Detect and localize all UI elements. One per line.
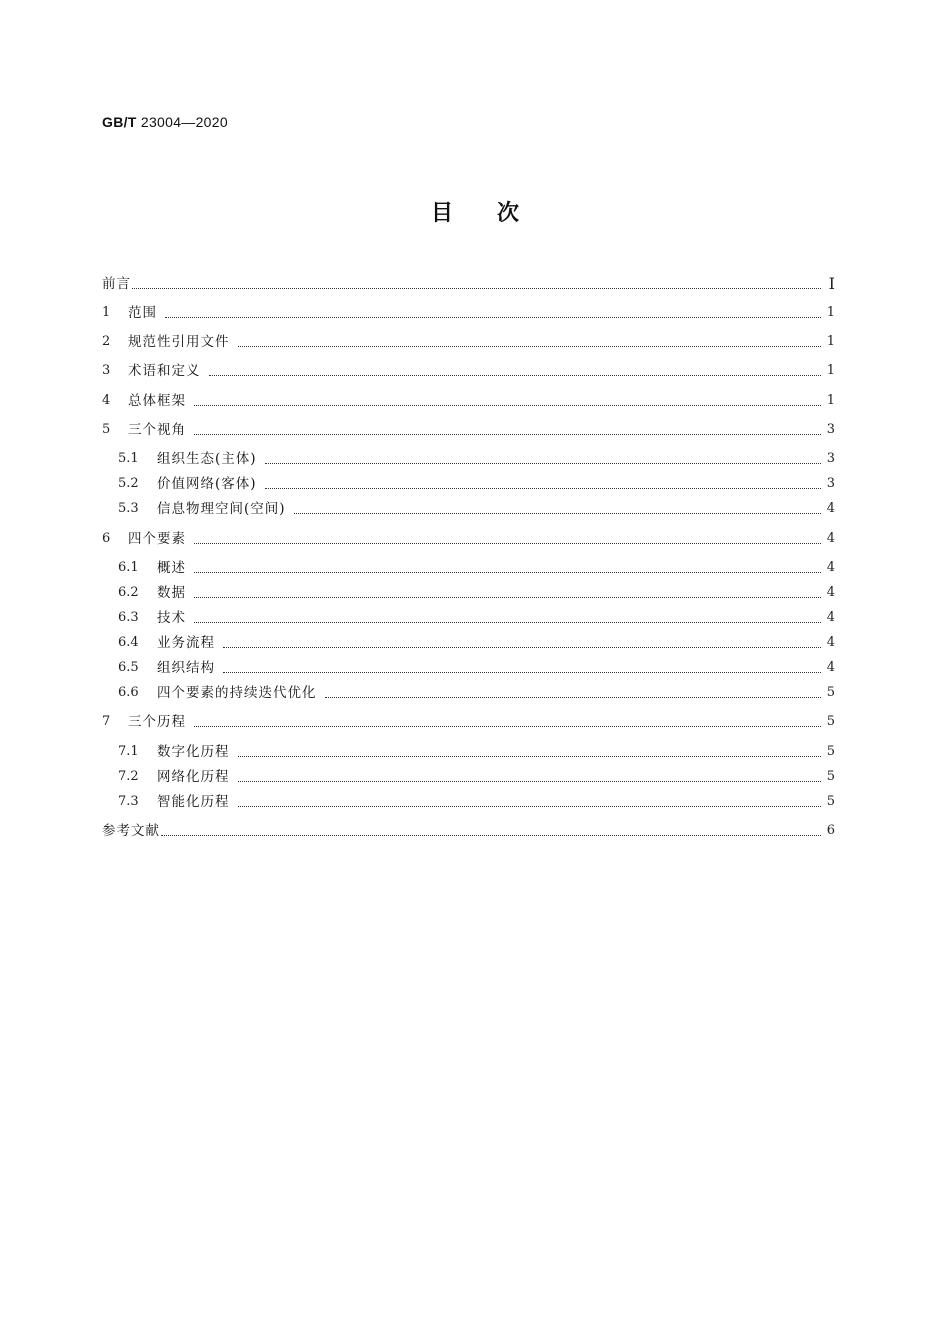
dot-leader xyxy=(238,742,821,762)
toc-entry-title: 四个要素 xyxy=(128,531,186,547)
toc-entry-title: 组织生态(主体) xyxy=(157,451,257,467)
toc-entry-number: 2 xyxy=(102,334,111,349)
dot-leader xyxy=(294,499,821,519)
toc-entry-page: Ⅰ xyxy=(828,274,835,293)
toc-entry-number: 7.1 xyxy=(118,744,139,759)
toc-entry-page: 5 xyxy=(826,794,835,809)
dot-leader xyxy=(325,683,821,703)
toc-entry-number: 6.1 xyxy=(118,560,139,575)
toc-entry-6[interactable] xyxy=(102,529,835,549)
dot-leader xyxy=(223,633,821,653)
dot-leader xyxy=(194,420,821,440)
toc-entry-6-5[interactable] xyxy=(118,658,835,678)
standard-code xyxy=(102,114,228,130)
toc-entry-5-2[interactable] xyxy=(118,474,835,494)
toc-entry-number: 6.3 xyxy=(118,610,139,625)
toc-entry-page: 4 xyxy=(826,560,835,575)
toc-entry-number: 5.3 xyxy=(118,501,139,516)
dot-leader xyxy=(194,391,821,411)
toc-entry-page: 5 xyxy=(826,744,835,759)
toc-entry-6-6[interactable] xyxy=(118,683,835,703)
toc-entry-number: 6.2 xyxy=(118,585,139,600)
toc-entry-number: 5 xyxy=(102,422,111,437)
toc-entry-page: 5 xyxy=(826,714,835,729)
dot-leader xyxy=(209,361,821,381)
toc-entry-title: 前言 xyxy=(102,276,131,292)
toc-entry-title: 智能化历程 xyxy=(157,794,230,810)
toc-entry-title: 业务流程 xyxy=(157,635,215,651)
toc-entry-page: 3 xyxy=(826,422,835,437)
dot-leader xyxy=(194,558,821,578)
toc-entry-1[interactable] xyxy=(102,303,835,323)
toc-entry-title: 网络化历程 xyxy=(157,769,230,785)
dot-leader xyxy=(194,712,821,732)
toc-entry-title: 总体框架 xyxy=(128,393,186,409)
toc-entry-page: 3 xyxy=(826,476,835,491)
toc-entry-7-2[interactable] xyxy=(118,767,835,787)
toc-entry-title: 数字化历程 xyxy=(157,744,230,760)
toc-entry-7-3[interactable] xyxy=(118,792,835,812)
toc-entry-page: 3 xyxy=(826,451,835,466)
toc-entry-page: 4 xyxy=(826,610,835,625)
toc-entry-number: 6 xyxy=(102,531,111,546)
toc-entry-title: 组织结构 xyxy=(157,660,215,676)
toc-entry-number: 4 xyxy=(102,393,111,408)
toc-entry-title: 三个视角 xyxy=(128,422,186,438)
toc-entry-title: 参考文献 xyxy=(102,823,160,839)
toc-entry-7-1[interactable] xyxy=(118,742,835,762)
toc-entry-title: 概述 xyxy=(157,560,186,576)
toc-entry-number: 1 xyxy=(102,305,111,320)
toc-entry-5[interactable] xyxy=(102,420,835,440)
toc-entry-5-3[interactable] xyxy=(118,499,835,519)
dot-leader xyxy=(238,792,821,812)
toc-entry-number: 5.2 xyxy=(118,476,139,491)
dot-leader xyxy=(194,583,821,603)
toc-entry-title: 规范性引用文件 xyxy=(128,334,230,350)
toc-entry-2[interactable] xyxy=(102,332,835,352)
toc-entry-6-2[interactable] xyxy=(118,583,835,603)
toc-entry-page: 4 xyxy=(826,501,835,516)
toc-entry-number: 7.3 xyxy=(118,794,139,809)
toc-entry-number: 6.6 xyxy=(118,685,139,700)
toc-entry-page: 1 xyxy=(826,393,835,408)
toc-entry-page: 5 xyxy=(826,769,835,784)
toc-entry-number: 7.2 xyxy=(118,769,139,784)
toc-entry-page: 4 xyxy=(826,635,835,650)
toc-entry-page: 4 xyxy=(826,531,835,546)
toc-entry-page: 4 xyxy=(826,585,835,600)
dot-leader xyxy=(238,767,821,787)
toc-entry-number: 3 xyxy=(102,363,111,378)
standard-prefix: GB/T xyxy=(102,114,137,130)
toc-entry-title: 信息物理空间(空间) xyxy=(157,501,286,517)
toc-entry-number: 5.1 xyxy=(118,451,139,466)
toc-entry-title: 技术 xyxy=(157,610,186,626)
toc-entry-title: 范围 xyxy=(128,305,157,321)
toc-entry-7[interactable] xyxy=(102,712,835,732)
standard-number: 23004—2020 xyxy=(140,114,228,130)
toc-entry-foreword[interactable] xyxy=(102,274,835,294)
toc-entry-number: 6.4 xyxy=(118,635,139,650)
toc-entry-title: 三个历程 xyxy=(128,714,186,730)
dot-leader xyxy=(194,608,821,628)
dot-leader xyxy=(238,332,821,352)
toc-entry-number: 7 xyxy=(102,714,111,729)
dot-leader xyxy=(223,658,821,678)
toc-entry-bibliography[interactable] xyxy=(102,821,835,841)
toc-entry-number: 6.5 xyxy=(118,660,139,675)
toc-entry-3[interactable] xyxy=(102,361,835,381)
toc-entry-4[interactable] xyxy=(102,391,835,411)
toc-entry-title: 四个要素的持续迭代优化 xyxy=(157,685,317,701)
toc-entry-title: 数据 xyxy=(157,585,186,601)
toc-entry-page: 5 xyxy=(826,685,835,700)
toc-entry-page: 4 xyxy=(826,660,835,675)
toc-entry-page: 1 xyxy=(826,363,835,378)
toc-entry-5-1[interactable] xyxy=(118,449,835,469)
toc-entry-page: 1 xyxy=(826,334,835,349)
toc-entry-page: 1 xyxy=(826,305,835,320)
toc-entry-6-4[interactable] xyxy=(118,633,835,653)
toc-entry-title: 价值网络(客体) xyxy=(157,476,257,492)
toc-entry-page: 6 xyxy=(826,823,835,838)
toc-entry-6-1[interactable] xyxy=(118,558,835,578)
dot-leader xyxy=(161,821,821,841)
dot-leader xyxy=(265,449,821,469)
dot-leader xyxy=(132,274,821,294)
dot-leader xyxy=(194,529,821,549)
toc-entry-6-3[interactable] xyxy=(118,608,835,628)
toc-entry-title: 术语和定义 xyxy=(128,363,201,379)
toc-title: 目次 xyxy=(430,201,563,226)
dot-leader xyxy=(265,474,821,494)
dot-leader xyxy=(165,303,821,323)
